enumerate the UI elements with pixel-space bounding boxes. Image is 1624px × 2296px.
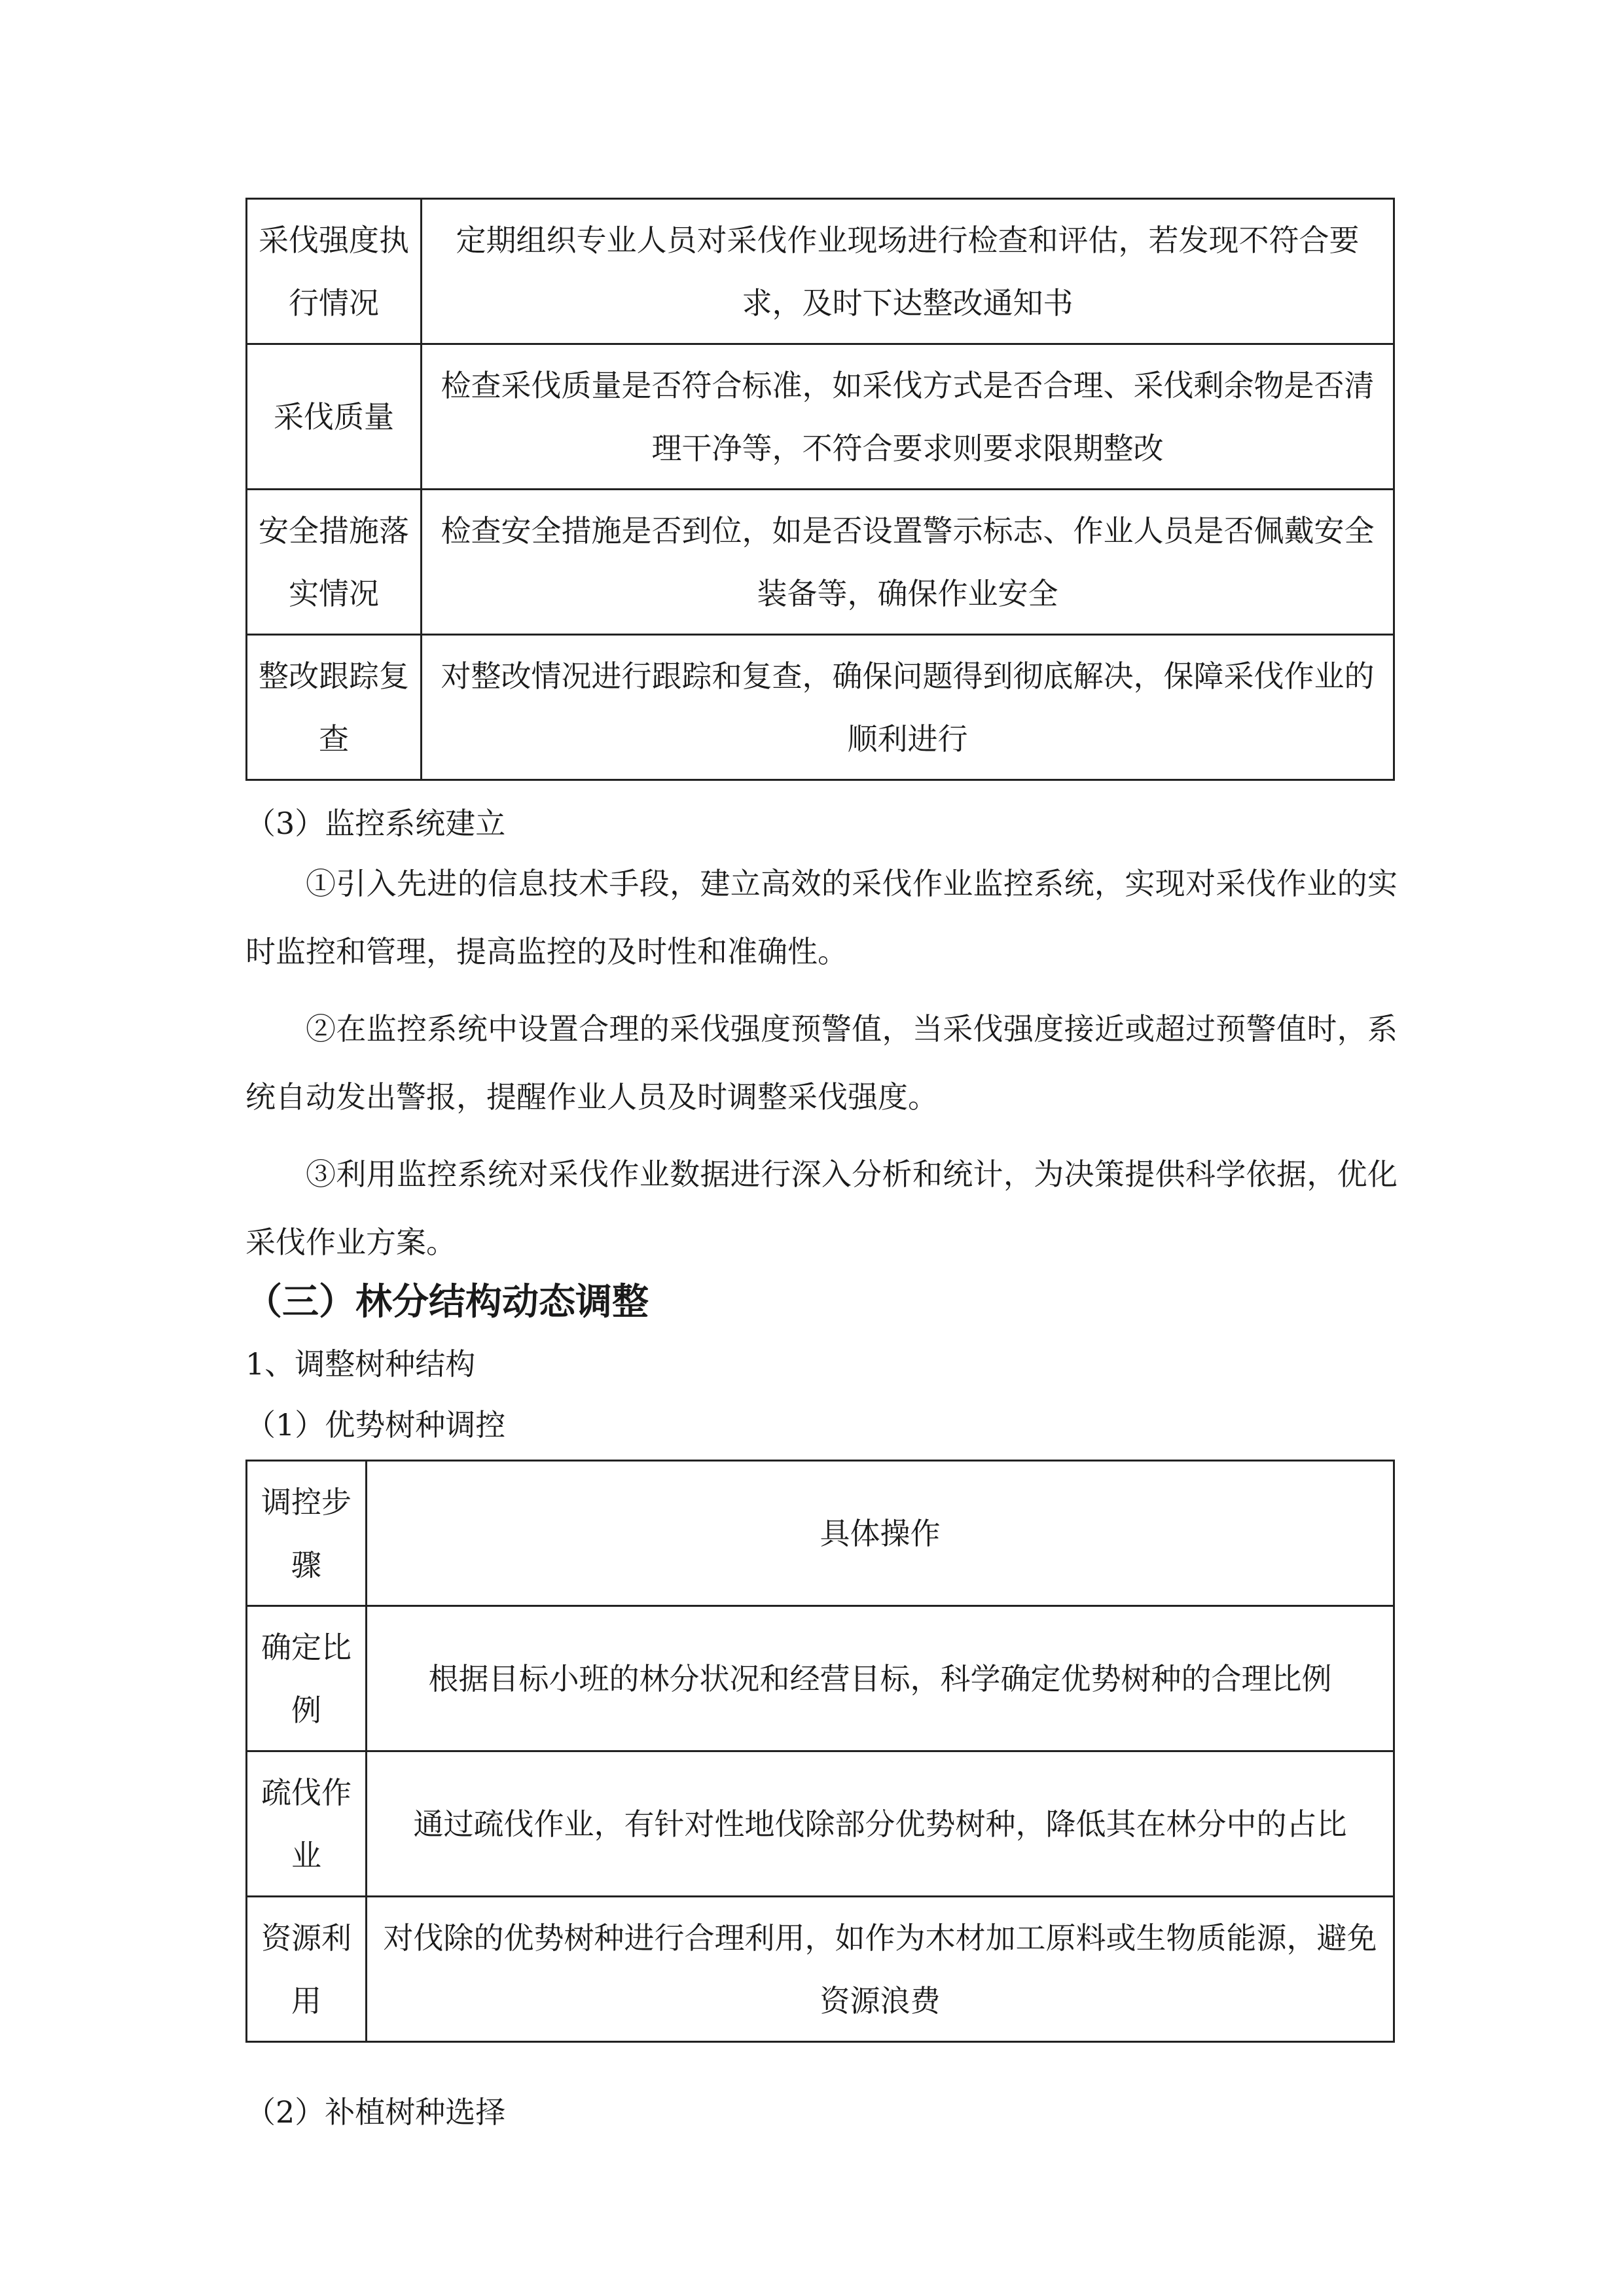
table-header-row — [247, 1461, 1394, 1606]
paragraph: ③利用监控系统对采伐作业数据进行深入分析和统计，为决策提供科学依据，优化采伐作业方案。 — [245, 1157, 1398, 1260]
table-cell-desc: 对整改情况进行跟踪和复查，确保问题得到彻底解决，保障采伐作业的顺利进行 — [422, 635, 1394, 780]
table-cell-desc: 定期组织专业人员对采伐作业现场进行检查和评估，若发现不符合要求，及时下达整改通知书 — [422, 199, 1394, 344]
subheading: （1）优势树种调控 — [245, 1407, 506, 1443]
table-row — [247, 490, 1394, 635]
subheading: 1、调整树种结构 — [245, 1346, 476, 1382]
table-cell-desc: 根据目标小班的林分状况和经营目标，科学确定优势树种的合理比例 — [367, 1606, 1394, 1751]
table-cell-label: 整改跟踪复查 — [247, 635, 422, 780]
table-row — [247, 1897, 1394, 2042]
inspection-table — [245, 198, 1395, 781]
table-row — [247, 1606, 1394, 1751]
subheading: （2）补植树种选择 — [245, 2094, 506, 2130]
paragraph: ②在监控系统中设置合理的采伐强度预警值，当采伐强度接近或超过预警值时，系统自动发出警报，提醒作业人员及时调整采伐强度。 — [245, 1011, 1398, 1115]
table-cell-label: 采伐强度执行情况 — [247, 199, 422, 344]
table-header-desc: 具体操作 — [367, 1461, 1394, 1606]
section-heading: （三）林分结构动态调整 — [245, 1280, 649, 1323]
table-cell-label: 资源利用 — [247, 1897, 367, 2042]
table-row — [247, 1751, 1394, 1897]
species-control-table — [245, 1460, 1395, 2043]
paragraph: ①引入先进的信息技术手段，建立高效的采伐作业监控系统，实现对采伐作业的实时监控和管理，提高监控的及时性和准确性。 — [245, 866, 1398, 969]
table-row — [247, 635, 1394, 780]
section-subtitle: （3）监控系统建立 — [245, 806, 506, 841]
table-cell-label: 安全措施落实情况 — [247, 490, 422, 635]
table-cell-desc: 通过疏伐作业，有针对性地伐除部分优势树种，降低其在林分中的占比 — [367, 1751, 1394, 1897]
table-cell-label: 确定比例 — [247, 1606, 367, 1751]
table-row — [247, 199, 1394, 344]
table-row — [247, 344, 1394, 490]
table-header-label: 调控步骤 — [247, 1461, 367, 1606]
table-cell-desc: 对伐除的优势树种进行合理利用，如作为木材加工原料或生物质能源，避免资源浪费 — [367, 1897, 1394, 2042]
table-cell-desc: 检查安全措施是否到位，如是否设置警示标志、作业人员是否佩戴安全装备等，确保作业安全 — [422, 490, 1394, 635]
table-cell-label: 疏伐作业 — [247, 1751, 367, 1897]
table-cell-label: 采伐质量 — [247, 344, 422, 490]
table-cell-desc: 检查采伐质量是否符合标准，如采伐方式是否合理、采伐剩余物是否清理干净等，不符合要求则要求限期整改 — [422, 344, 1394, 490]
